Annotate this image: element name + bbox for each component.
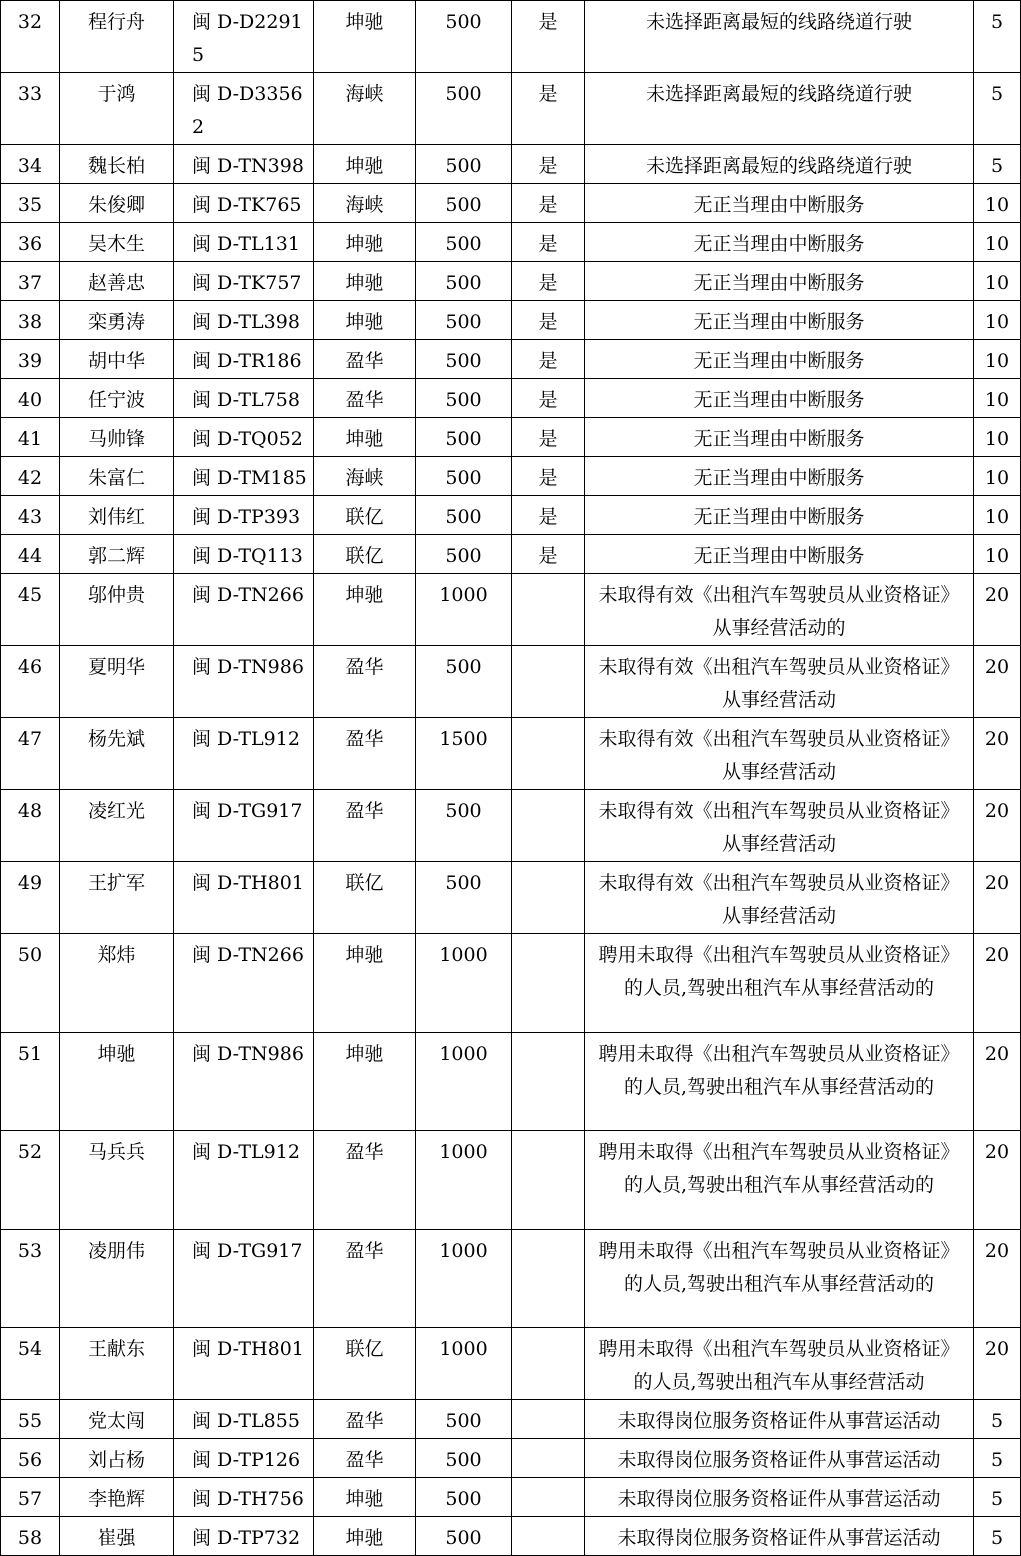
row-number-cell: 54 bbox=[1, 1328, 60, 1400]
flag-cell bbox=[512, 1517, 585, 1556]
company-cell: 坤驰 bbox=[314, 418, 416, 457]
table-row bbox=[1, 1, 1021, 73]
points-cell: 5 bbox=[974, 145, 1021, 184]
plate-number-cell: 闽 D-TK757 bbox=[174, 262, 314, 301]
row-number-cell: 48 bbox=[1, 790, 60, 862]
fine-amount-cell: 500 bbox=[416, 223, 512, 262]
row-number-cell: 44 bbox=[1, 535, 60, 574]
driver-name-cell: 坤驰 bbox=[60, 1032, 174, 1131]
fine-amount-cell: 500 bbox=[416, 184, 512, 223]
driver-name-cell: 凌红光 bbox=[60, 790, 174, 862]
flag-cell bbox=[512, 934, 585, 1033]
flag-cell: 是 bbox=[512, 1, 585, 73]
flag-cell: 是 bbox=[512, 301, 585, 340]
company-cell: 盈华 bbox=[314, 1131, 416, 1230]
violation-reason-cell: 无正当理由中断服务 bbox=[585, 340, 974, 379]
fine-amount-cell: 1000 bbox=[416, 1328, 512, 1400]
plate-number-cell: 闽 D-TP126 bbox=[174, 1439, 314, 1478]
driver-name-cell: 郑炜 bbox=[60, 934, 174, 1033]
plate-number-cell: 闽 D-TN986 bbox=[174, 646, 314, 718]
row-number-cell: 56 bbox=[1, 1439, 60, 1478]
plate-number-cell: 闽 D-TG917 bbox=[174, 790, 314, 862]
points-cell: 10 bbox=[974, 262, 1021, 301]
driver-name-cell: 李艳辉 bbox=[60, 1478, 174, 1517]
driver-name-cell: 刘伟红 bbox=[60, 496, 174, 535]
table-row bbox=[1, 301, 1021, 340]
fine-amount-cell: 500 bbox=[416, 379, 512, 418]
points-cell: 10 bbox=[974, 457, 1021, 496]
points-cell: 20 bbox=[974, 1131, 1021, 1230]
fine-amount-cell: 1000 bbox=[416, 1229, 512, 1328]
flag-cell: 是 bbox=[512, 223, 585, 262]
flag-cell: 是 bbox=[512, 457, 585, 496]
fine-amount-cell: 1000 bbox=[416, 574, 512, 646]
violation-reason-cell: 未取得有效《出租汽车驾驶员从业资格证》从事经营活动的 bbox=[585, 574, 974, 646]
row-number-cell: 57 bbox=[1, 1478, 60, 1517]
violation-reason-cell: 未取得岗位服务资格证件从事营运活动 bbox=[585, 1478, 974, 1517]
flag-cell: 是 bbox=[512, 496, 585, 535]
plate-number-cell: 闽 D-TL912 bbox=[174, 718, 314, 790]
company-cell: 坤驰 bbox=[314, 145, 416, 184]
row-number-cell: 51 bbox=[1, 1032, 60, 1131]
plate-number-cell: 闽 D-TR186 bbox=[174, 340, 314, 379]
company-cell: 坤驰 bbox=[314, 301, 416, 340]
violation-reason-cell: 未选择距离最短的线路绕道行驶 bbox=[585, 145, 974, 184]
points-cell: 10 bbox=[974, 223, 1021, 262]
flag-cell bbox=[512, 1478, 585, 1517]
points-cell: 20 bbox=[974, 718, 1021, 790]
company-cell: 海峡 bbox=[314, 457, 416, 496]
violation-reason-cell: 无正当理由中断服务 bbox=[585, 223, 974, 262]
flag-cell bbox=[512, 1328, 585, 1400]
flag-cell: 是 bbox=[512, 73, 585, 145]
row-number-cell: 53 bbox=[1, 1229, 60, 1328]
table-row bbox=[1, 1400, 1021, 1439]
row-number-cell: 42 bbox=[1, 457, 60, 496]
flag-cell bbox=[512, 718, 585, 790]
driver-name-cell: 程行舟 bbox=[60, 1, 174, 73]
company-cell: 坤驰 bbox=[314, 1478, 416, 1517]
fine-amount-cell: 1000 bbox=[416, 934, 512, 1033]
driver-name-cell: 杨先斌 bbox=[60, 718, 174, 790]
flag-cell bbox=[512, 574, 585, 646]
row-number-cell: 49 bbox=[1, 862, 60, 934]
row-number-cell: 38 bbox=[1, 301, 60, 340]
plate-number-cell: 闽 D-TG917 bbox=[174, 1229, 314, 1328]
row-number-cell: 39 bbox=[1, 340, 60, 379]
fine-amount-cell: 500 bbox=[416, 790, 512, 862]
driver-name-cell: 崔强 bbox=[60, 1517, 174, 1556]
company-cell: 海峡 bbox=[314, 184, 416, 223]
row-number-cell: 40 bbox=[1, 379, 60, 418]
points-cell: 10 bbox=[974, 184, 1021, 223]
driver-name-cell: 凌朋伟 bbox=[60, 1229, 174, 1328]
plate-number-cell: 闽 D-TH801 bbox=[174, 1328, 314, 1400]
flag-cell bbox=[512, 1131, 585, 1230]
fine-amount-cell: 500 bbox=[416, 1400, 512, 1439]
driver-name-cell: 马兵兵 bbox=[60, 1131, 174, 1230]
row-number-cell: 58 bbox=[1, 1517, 60, 1556]
points-cell: 20 bbox=[974, 646, 1021, 718]
points-cell: 5 bbox=[974, 1439, 1021, 1478]
fine-amount-cell: 500 bbox=[416, 862, 512, 934]
points-cell: 20 bbox=[974, 862, 1021, 934]
driver-name-cell: 朱俊卿 bbox=[60, 184, 174, 223]
violation-reason-cell: 未取得有效《出租汽车驾驶员从业资格证》从事经营活动 bbox=[585, 718, 974, 790]
violation-reason-cell: 聘用未取得《出租汽车驾驶员从业资格证》的人员,驾驶出租汽车从事经营活动的 bbox=[585, 1131, 974, 1230]
row-number-cell: 50 bbox=[1, 934, 60, 1033]
plate-number-cell: 闽 D-TK765 bbox=[174, 184, 314, 223]
violation-reason-cell: 聘用未取得《出租汽车驾驶员从业资格证》的人员,驾驶出租汽车从事经营活动的 bbox=[585, 934, 974, 1033]
flag-cell bbox=[512, 790, 585, 862]
flag-cell: 是 bbox=[512, 184, 585, 223]
plate-number-cell: 闽 D-TP732 bbox=[174, 1517, 314, 1556]
driver-name-cell: 栾勇涛 bbox=[60, 301, 174, 340]
plate-number-cell: 闽 D-TP393 bbox=[174, 496, 314, 535]
driver-name-cell: 郭二辉 bbox=[60, 535, 174, 574]
table-row bbox=[1, 646, 1021, 718]
points-cell: 20 bbox=[974, 1328, 1021, 1400]
table-row bbox=[1, 145, 1021, 184]
row-number-cell: 41 bbox=[1, 418, 60, 457]
points-cell: 10 bbox=[974, 418, 1021, 457]
company-cell: 联亿 bbox=[314, 496, 416, 535]
table-row bbox=[1, 1439, 1021, 1478]
company-cell: 联亿 bbox=[314, 535, 416, 574]
company-cell: 盈华 bbox=[314, 790, 416, 862]
row-number-cell: 47 bbox=[1, 718, 60, 790]
table-row bbox=[1, 1229, 1021, 1328]
plate-number-cell: 闽 D-TH756 bbox=[174, 1478, 314, 1517]
points-cell: 5 bbox=[974, 1400, 1021, 1439]
flag-cell: 是 bbox=[512, 340, 585, 379]
fine-amount-cell: 500 bbox=[416, 535, 512, 574]
driver-name-cell: 赵善忠 bbox=[60, 262, 174, 301]
points-cell: 20 bbox=[974, 1032, 1021, 1131]
company-cell: 盈华 bbox=[314, 1439, 416, 1478]
flag-cell: 是 bbox=[512, 379, 585, 418]
flag-cell bbox=[512, 1439, 585, 1478]
table-row bbox=[1, 262, 1021, 301]
row-number-cell: 43 bbox=[1, 496, 60, 535]
points-cell: 10 bbox=[974, 301, 1021, 340]
table-row bbox=[1, 223, 1021, 262]
row-number-cell: 35 bbox=[1, 184, 60, 223]
violation-reason-cell: 未取得岗位服务资格证件从事营运活动 bbox=[585, 1439, 974, 1478]
row-number-cell: 55 bbox=[1, 1400, 60, 1439]
plate-number-cell: 闽 D-TL912 bbox=[174, 1131, 314, 1230]
driver-name-cell: 王献东 bbox=[60, 1328, 174, 1400]
company-cell: 坤驰 bbox=[314, 262, 416, 301]
points-cell: 5 bbox=[974, 1478, 1021, 1517]
driver-name-cell: 马帅锋 bbox=[60, 418, 174, 457]
violation-reason-cell: 无正当理由中断服务 bbox=[585, 379, 974, 418]
fine-amount-cell: 1000 bbox=[416, 1032, 512, 1131]
driver-name-cell: 于鸿 bbox=[60, 73, 174, 145]
violation-reason-cell: 聘用未取得《出租汽车驾驶员从业资格证》的人员,驾驶出租汽车从事经营活动的 bbox=[585, 1229, 974, 1328]
table-row bbox=[1, 457, 1021, 496]
fine-amount-cell: 500 bbox=[416, 1517, 512, 1556]
violation-reason-cell: 未取得岗位服务资格证件从事营运活动 bbox=[585, 1517, 974, 1556]
row-number-cell: 37 bbox=[1, 262, 60, 301]
points-cell: 5 bbox=[974, 73, 1021, 145]
violation-reason-cell: 未取得有效《出租汽车驾驶员从业资格证》从事经营活动 bbox=[585, 862, 974, 934]
fine-amount-cell: 500 bbox=[416, 340, 512, 379]
plate-number-cell: 闽 D-D22915 bbox=[174, 1, 314, 73]
company-cell: 盈华 bbox=[314, 340, 416, 379]
plate-number-cell: 闽 D-TN986 bbox=[174, 1032, 314, 1131]
violation-reason-cell: 无正当理由中断服务 bbox=[585, 301, 974, 340]
violation-reason-cell: 无正当理由中断服务 bbox=[585, 457, 974, 496]
company-cell: 坤驰 bbox=[314, 1, 416, 73]
points-cell: 20 bbox=[974, 934, 1021, 1033]
points-cell: 10 bbox=[974, 535, 1021, 574]
plate-number-cell: 闽 D-TL398 bbox=[174, 301, 314, 340]
company-cell: 联亿 bbox=[314, 1328, 416, 1400]
flag-cell: 是 bbox=[512, 535, 585, 574]
driver-name-cell: 吴木生 bbox=[60, 223, 174, 262]
table-row bbox=[1, 379, 1021, 418]
company-cell: 盈华 bbox=[314, 379, 416, 418]
violation-reason-cell: 聘用未取得《出租汽车驾驶员从业资格证》的人员,驾驶出租汽车从事经营活动 bbox=[585, 1328, 974, 1400]
driver-name-cell: 胡中华 bbox=[60, 340, 174, 379]
fine-amount-cell: 500 bbox=[416, 496, 512, 535]
row-number-cell: 45 bbox=[1, 574, 60, 646]
fine-amount-cell: 500 bbox=[416, 646, 512, 718]
flag-cell: 是 bbox=[512, 145, 585, 184]
driver-name-cell: 任宁波 bbox=[60, 379, 174, 418]
fine-amount-cell: 1000 bbox=[416, 1131, 512, 1230]
row-number-cell: 34 bbox=[1, 145, 60, 184]
driver-name-cell: 邬仲贵 bbox=[60, 574, 174, 646]
points-cell: 20 bbox=[974, 790, 1021, 862]
violation-reason-cell: 聘用未取得《出租汽车驾驶员从业资格证》的人员,驾驶出租汽车从事经营活动的 bbox=[585, 1032, 974, 1131]
violation-reason-cell: 无正当理由中断服务 bbox=[585, 496, 974, 535]
table-row bbox=[1, 1517, 1021, 1556]
violation-reason-cell: 未选择距离最短的线路绕道行驶 bbox=[585, 73, 974, 145]
plate-number-cell: 闽 D-TH801 bbox=[174, 862, 314, 934]
violation-reason-cell: 无正当理由中断服务 bbox=[585, 418, 974, 457]
fine-amount-cell: 500 bbox=[416, 262, 512, 301]
driver-name-cell: 王扩军 bbox=[60, 862, 174, 934]
company-cell: 坤驰 bbox=[314, 574, 416, 646]
points-cell: 10 bbox=[974, 496, 1021, 535]
violation-reason-cell: 未取得有效《出租汽车驾驶员从业资格证》从事经营活动 bbox=[585, 646, 974, 718]
fine-amount-cell: 500 bbox=[416, 457, 512, 496]
plate-number-cell: 闽 D-TM185 bbox=[174, 457, 314, 496]
points-cell: 5 bbox=[974, 1, 1021, 73]
points-cell: 20 bbox=[974, 1229, 1021, 1328]
row-number-cell: 36 bbox=[1, 223, 60, 262]
fine-amount-cell: 500 bbox=[416, 301, 512, 340]
company-cell: 盈华 bbox=[314, 718, 416, 790]
plate-number-cell: 闽 D-TN266 bbox=[174, 934, 314, 1033]
plate-number-cell: 闽 D-TL758 bbox=[174, 379, 314, 418]
table-row bbox=[1, 934, 1021, 1033]
violation-reason-cell: 未选择距离最短的线路绕道行驶 bbox=[585, 1, 974, 73]
table-row bbox=[1, 535, 1021, 574]
company-cell: 联亿 bbox=[314, 862, 416, 934]
table-row bbox=[1, 184, 1021, 223]
violation-reason-cell: 无正当理由中断服务 bbox=[585, 184, 974, 223]
flag-cell bbox=[512, 862, 585, 934]
plate-number-cell: 闽 D-TQ113 bbox=[174, 535, 314, 574]
table-row bbox=[1, 73, 1021, 145]
fine-amount-cell: 500 bbox=[416, 145, 512, 184]
fine-amount-cell: 1500 bbox=[416, 718, 512, 790]
violation-reason-cell: 未取得岗位服务资格证件从事营运活动 bbox=[585, 1400, 974, 1439]
violation-reason-cell: 无正当理由中断服务 bbox=[585, 262, 974, 301]
violation-reason-cell: 无正当理由中断服务 bbox=[585, 535, 974, 574]
company-cell: 盈华 bbox=[314, 1400, 416, 1439]
fine-amount-cell: 500 bbox=[416, 73, 512, 145]
company-cell: 海峡 bbox=[314, 73, 416, 145]
plate-number-cell: 闽 D-TQ052 bbox=[174, 418, 314, 457]
company-cell: 坤驰 bbox=[314, 1517, 416, 1556]
points-cell: 10 bbox=[974, 340, 1021, 379]
table-row bbox=[1, 496, 1021, 535]
points-cell: 5 bbox=[974, 1517, 1021, 1556]
fine-amount-cell: 500 bbox=[416, 418, 512, 457]
flag-cell: 是 bbox=[512, 418, 585, 457]
driver-name-cell: 夏明华 bbox=[60, 646, 174, 718]
plate-number-cell: 闽 D-D33562 bbox=[174, 73, 314, 145]
flag-cell bbox=[512, 1032, 585, 1131]
table-body bbox=[1, 1, 1021, 1556]
points-cell: 10 bbox=[974, 379, 1021, 418]
driver-name-cell: 魏长柏 bbox=[60, 145, 174, 184]
fine-amount-cell: 500 bbox=[416, 1, 512, 73]
driver-name-cell: 党太闯 bbox=[60, 1400, 174, 1439]
table-row bbox=[1, 718, 1021, 790]
plate-number-cell: 闽 D-TL131 bbox=[174, 223, 314, 262]
company-cell: 坤驰 bbox=[314, 223, 416, 262]
flag-cell bbox=[512, 646, 585, 718]
table-row bbox=[1, 790, 1021, 862]
row-number-cell: 52 bbox=[1, 1131, 60, 1230]
plate-number-cell: 闽 D-TN398 bbox=[174, 145, 314, 184]
fine-amount-cell: 500 bbox=[416, 1478, 512, 1517]
table-row bbox=[1, 1328, 1021, 1400]
plate-number-cell: 闽 D-TL855 bbox=[174, 1400, 314, 1439]
flag-cell bbox=[512, 1229, 585, 1328]
table-row bbox=[1, 340, 1021, 379]
table-row bbox=[1, 862, 1021, 934]
table-row bbox=[1, 1131, 1021, 1230]
company-cell: 坤驰 bbox=[314, 934, 416, 1033]
plate-number-cell: 闽 D-TN266 bbox=[174, 574, 314, 646]
flag-cell: 是 bbox=[512, 262, 585, 301]
row-number-cell: 46 bbox=[1, 646, 60, 718]
driver-name-cell: 朱富仁 bbox=[60, 457, 174, 496]
company-cell: 盈华 bbox=[314, 1229, 416, 1328]
fine-amount-cell: 500 bbox=[416, 1439, 512, 1478]
table-row bbox=[1, 574, 1021, 646]
driver-name-cell: 刘占杨 bbox=[60, 1439, 174, 1478]
points-cell: 20 bbox=[974, 574, 1021, 646]
company-cell: 坤驰 bbox=[314, 1032, 416, 1131]
row-number-cell: 32 bbox=[1, 1, 60, 73]
table-row bbox=[1, 418, 1021, 457]
flag-cell bbox=[512, 1400, 585, 1439]
table-row bbox=[1, 1032, 1021, 1131]
company-cell: 盈华 bbox=[314, 646, 416, 718]
table-row bbox=[1, 1478, 1021, 1517]
violation-reason-cell: 未取得有效《出租汽车驾驶员从业资格证》从事经营活动 bbox=[585, 790, 974, 862]
row-number-cell: 33 bbox=[1, 73, 60, 145]
